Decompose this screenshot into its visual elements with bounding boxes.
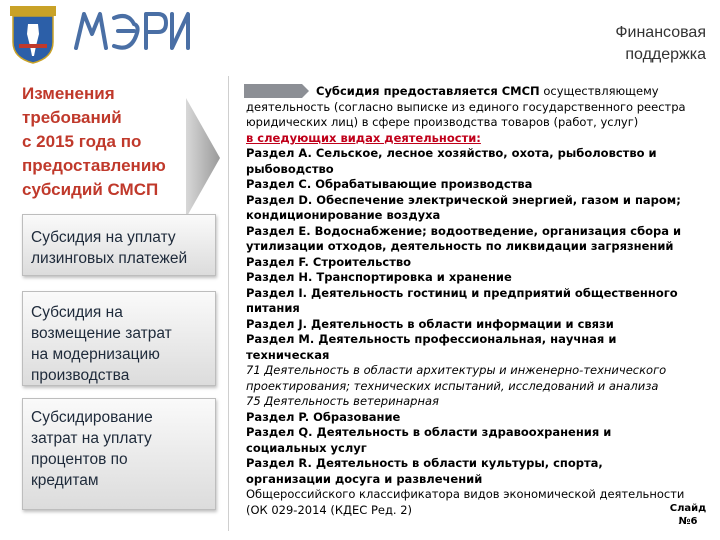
activity-line: рыбоводство [246, 161, 334, 176]
activity-line: Раздел E. Водоснабжение; водоотведение, организация сбора и [246, 223, 682, 238]
slide-label: Слайд [669, 503, 707, 514]
activity-line: (ОК 029-2014 (КДЕС Ред. 2) [246, 502, 413, 517]
activity-line: Раздел Q. Деятельность в области здравоохранения и [246, 425, 612, 439]
heading-line: предоставлению [22, 156, 166, 175]
activity-line: 71 Деятельность в области архитектуры и инженерно-технического [246, 363, 667, 377]
title-line-1: Финансовая [615, 24, 706, 41]
activity-line: Раздел C. Обрабатывающие производства [246, 177, 533, 191]
activity-line: Раздел P. Образование [246, 409, 401, 424]
page-title [506, 22, 706, 66]
activity-line: Раздел A. Сельское, лесное хозяйство, охота, рыболовство и [246, 146, 657, 160]
activity-line: питания [246, 301, 300, 315]
card-line: Субсидирование [31, 409, 153, 426]
card-line: затрат на уплату [31, 430, 152, 447]
modernization-subsidy-card[interactable] [22, 291, 216, 386]
activity-line: проектирования; технических испытаний, исследований и анализа [246, 378, 659, 393]
activity-line: утилизации отходов, деятельность по ликвидации загрязнений [246, 239, 674, 253]
heading-line: субсидий СМСП [22, 180, 159, 199]
activity-line: организации досуга и развлечений [246, 471, 483, 486]
intro-line: юридических лиц) в сфере производства товаров (работ, услуг) [246, 115, 639, 129]
coat-of-arms-icon [8, 6, 58, 64]
activities-heading: в следующих видах деятельности: [246, 130, 481, 145]
card-line: процентов по [31, 451, 128, 468]
activity-list [246, 146, 708, 518]
title-line-2: поддержка [625, 46, 706, 63]
heading-line: Изменения [22, 84, 115, 103]
heading-line: с 2015 года по [22, 132, 142, 151]
activity-line: Раздел H. Транспортировка и хранение [246, 270, 512, 284]
leasing-subsidy-card[interactable] [22, 214, 216, 276]
activity-line: Раздел M. Деятельность профессиональная, научная и [246, 332, 617, 346]
card-line: кредитам [31, 472, 99, 489]
intro-bold: Субсидия предоставляется СМСП [316, 84, 540, 98]
card-line: Субсидия на уплату [31, 229, 176, 246]
heading-line: требований [22, 108, 122, 127]
activity-line: техническая [246, 347, 330, 362]
subsidy-conditions-text [246, 84, 708, 518]
activity-line: Раздел I. Деятельность гостиниц и предприятий общественного [246, 285, 678, 300]
activity-line: Раздел R. Деятельность в области культуры, спорта, [246, 456, 603, 470]
activity-line: Общероссийского классификатора видов экономической деятельности [246, 487, 685, 501]
activity-line: кондиционирование воздуха [246, 208, 441, 222]
intro-rest: осуществляющему [539, 84, 659, 98]
card-line: возмещение затрат [31, 325, 172, 342]
intro-line: деятельность (согласно выписке из единого государственного реестра [246, 99, 686, 114]
intro-line [246, 84, 708, 100]
merit-logo [72, 8, 192, 54]
activity-line: Раздел J. Деятельность в области информации и связи [246, 316, 614, 331]
slide-number-value: №6 [678, 516, 698, 527]
activity-line: Раздел D. Обеспечение электрической энергией, газом и паром; [246, 192, 681, 207]
activity-line: социальных услуг [246, 440, 367, 455]
column-divider [228, 76, 229, 531]
credit-interest-subsidy-card[interactable] [22, 398, 216, 510]
card-line: производства [31, 367, 130, 384]
activity-line: Раздел F. Строительство [246, 254, 412, 269]
card-line: на модернизацию [31, 346, 160, 363]
arrow-right-icon [186, 98, 220, 218]
card-line: лизинговых платежей [31, 250, 188, 267]
activity-line: 75 Деятельность ветеринарная [246, 394, 439, 408]
slide-number [664, 502, 712, 528]
card-line: Субсидия на [31, 304, 123, 321]
